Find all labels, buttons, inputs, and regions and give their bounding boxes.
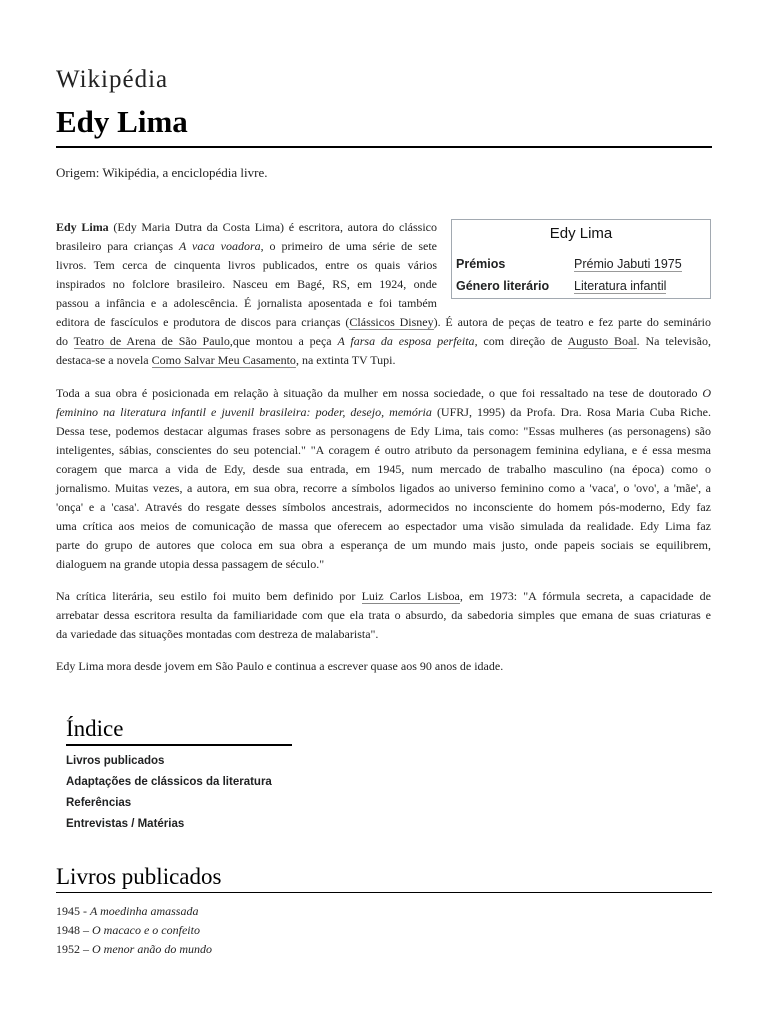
book-year: 1948 – [56,923,92,937]
intro-paragraph [56,218,711,370]
infobox-value-link[interactable]: Literatura infantil [574,279,667,293]
origin-note: Origem: Wikipédia, a enciclopédia livre. [56,165,268,180]
text-run: Na crítica literária, seu estilo foi muito bem definido por [56,589,362,603]
text-line [56,218,437,237]
text-line: inteligentes, sábias, conscientes do seu potencial." "A coragem é outro atributo da personagem feminina edyliana, e é essa mesma [56,443,711,457]
text-run: ). É autora de peças de teatro e fez parte do seminário [433,315,711,329]
toc-list [66,752,272,836]
toc-item-referencias[interactable]: Referências [66,797,132,809]
wikipedia-wordmark[interactable]: Wikipédia [56,66,169,93]
text-run: , na extinta TV Tupi. [295,353,396,367]
text-line: inspirados no folclore brasileiro. Nasceu em Bagé, RS, em 1924, onde [56,277,437,291]
text-run: (Edy Maria Dutra da Costa Lima) é escritora, autora do clássico [108,220,437,234]
residence-paragraph [56,657,711,676]
text-line [56,332,711,351]
toc-divider [66,744,292,746]
toc-item-adaptacoes[interactable]: Adaptações de clássicos da literatura [66,776,272,788]
book-year: 1952 – [56,942,92,956]
text-run: . Na televisão, [636,334,711,348]
page-title: Edy Lima [56,104,188,139]
text-run: , com direção de [474,334,568,348]
text-line: coragem que marca a vida de Edy, desde sua entrada, em 1945, num mercado de trabalho masculino (na época) como o [56,462,711,476]
text-run: ,que montou a peça [229,334,338,348]
toc-title: Índice [66,716,124,741]
text-run: (UFRJ, 1995) da Profa. Dra. Rosa Maria Cuba Riche. [431,405,711,419]
novela-link[interactable]: Como Salvar Meu Casamento [151,353,296,367]
augusto-boal-link[interactable]: Augusto Boal [567,334,637,348]
infobox-label: Género literário [456,279,550,293]
text-line: da variedade das situações montadas com destreza de malabarista". [56,627,379,641]
list-item [56,902,212,921]
book-list [56,902,212,959]
text-line: passou a infância e a adolescência. É jornalista aposentada e foi também [56,296,437,310]
text-line: Dessa tese, podemos destacar algumas frases sobre as personagens de Edy Lima, tais como: "Essas mulheres (as personagens) são [56,424,711,438]
text-run: Toda a sua obra é posicionada em relação à situação da mulher em nossa sociedade, o que foi ressaltado na tese de doutorado [56,386,703,400]
text-line [56,351,711,370]
thesis-title: feminino na literatura infantil e juvenil brasileira: poder, desejo, memória [56,405,432,419]
text-line: arrebatar dessa escritora resulta da familiaridade com que ela trata o absurdo, da sabedoria simples que emana de suas criaturas e [56,608,711,622]
title-divider [56,146,712,148]
text-line: livros. Tem cerca de cinquenta livros publicados, entre os quais vários [56,258,437,272]
text-run: , o primeiro de uma série de sete [260,239,437,253]
book-title: O macaco e o confeito [92,923,200,937]
text-run: destaca-se a novela [56,353,152,367]
subject-name: Edy Lima [56,220,109,234]
section-heading: Livros publicados [56,864,222,889]
section-divider [56,892,712,893]
text-line: dialoguem na grande utopia dessa passagem de século." [56,557,325,571]
text-line [56,384,711,403]
teatro-arena-link[interactable]: Teatro de Arena de São Paulo [73,334,230,348]
text-line: Edy Lima mora desde jovem em São Paulo e continua a escrever quase aos 90 anos de idade. [56,659,504,673]
text-run: editora de fascículos e produtora de discos para crianças ( [56,315,350,329]
text-line [56,403,711,422]
text-line: jornalismo. Muitas vezes, a autora, em sua obra, recorre a símbolos ligados ao universo feminino como a 'vaca', o 'ovo', a 'mãe', a [56,481,711,495]
thesis-title: O [702,386,711,400]
toc-item-livros[interactable]: Livros publicados [66,755,165,767]
infobox-value-link[interactable]: Prémio Jabuti 1975 [574,257,682,271]
infobox-title: Edy Lima [549,225,613,242]
toc-item-entrevistas[interactable]: Entrevistas / Matérias [66,818,185,830]
list-item [56,921,212,940]
text-line: parte do grupo de autores que coloca em sua obra a esperança de um mundo mais justo, onde papeis sociais se equilibrem, [56,538,711,552]
list-item [56,940,212,959]
classicos-disney-link[interactable]: Clássicos Disney [349,315,434,329]
text-line [56,237,437,256]
work-paragraph [56,384,711,574]
critic-paragraph [56,587,711,644]
text-line: 'onça' e a 'casa'. Através do resgate desses símbolos ancestrais, adormecidos no inconsciente do homem pós-moderno, Edy faz [56,500,711,514]
luiz-carlos-lisboa-link[interactable]: Luiz Carlos Lisboa [361,589,460,603]
book-title: O menor anão do mundo [92,942,212,956]
play-title: A farsa da esposa perfeita [337,334,475,348]
text-run: , em 1973: "A fórmula secreta, a capacidade de [459,589,711,603]
text-line [56,313,711,332]
book-year: 1945 - [56,904,90,918]
infobox-label: Prémios [456,257,506,271]
book-title: A vaca voadora [179,239,261,253]
book-title: A moedinha amassada [90,904,199,918]
text-line [56,587,711,606]
text-line: uma crítica aos meios de comunicação de massa que oferecem ao espectador uma visão simulada da realidade. Edy Lima faz [56,519,711,533]
text-run: brasileiro para crianças [56,239,180,253]
text-run: do [56,334,74,348]
